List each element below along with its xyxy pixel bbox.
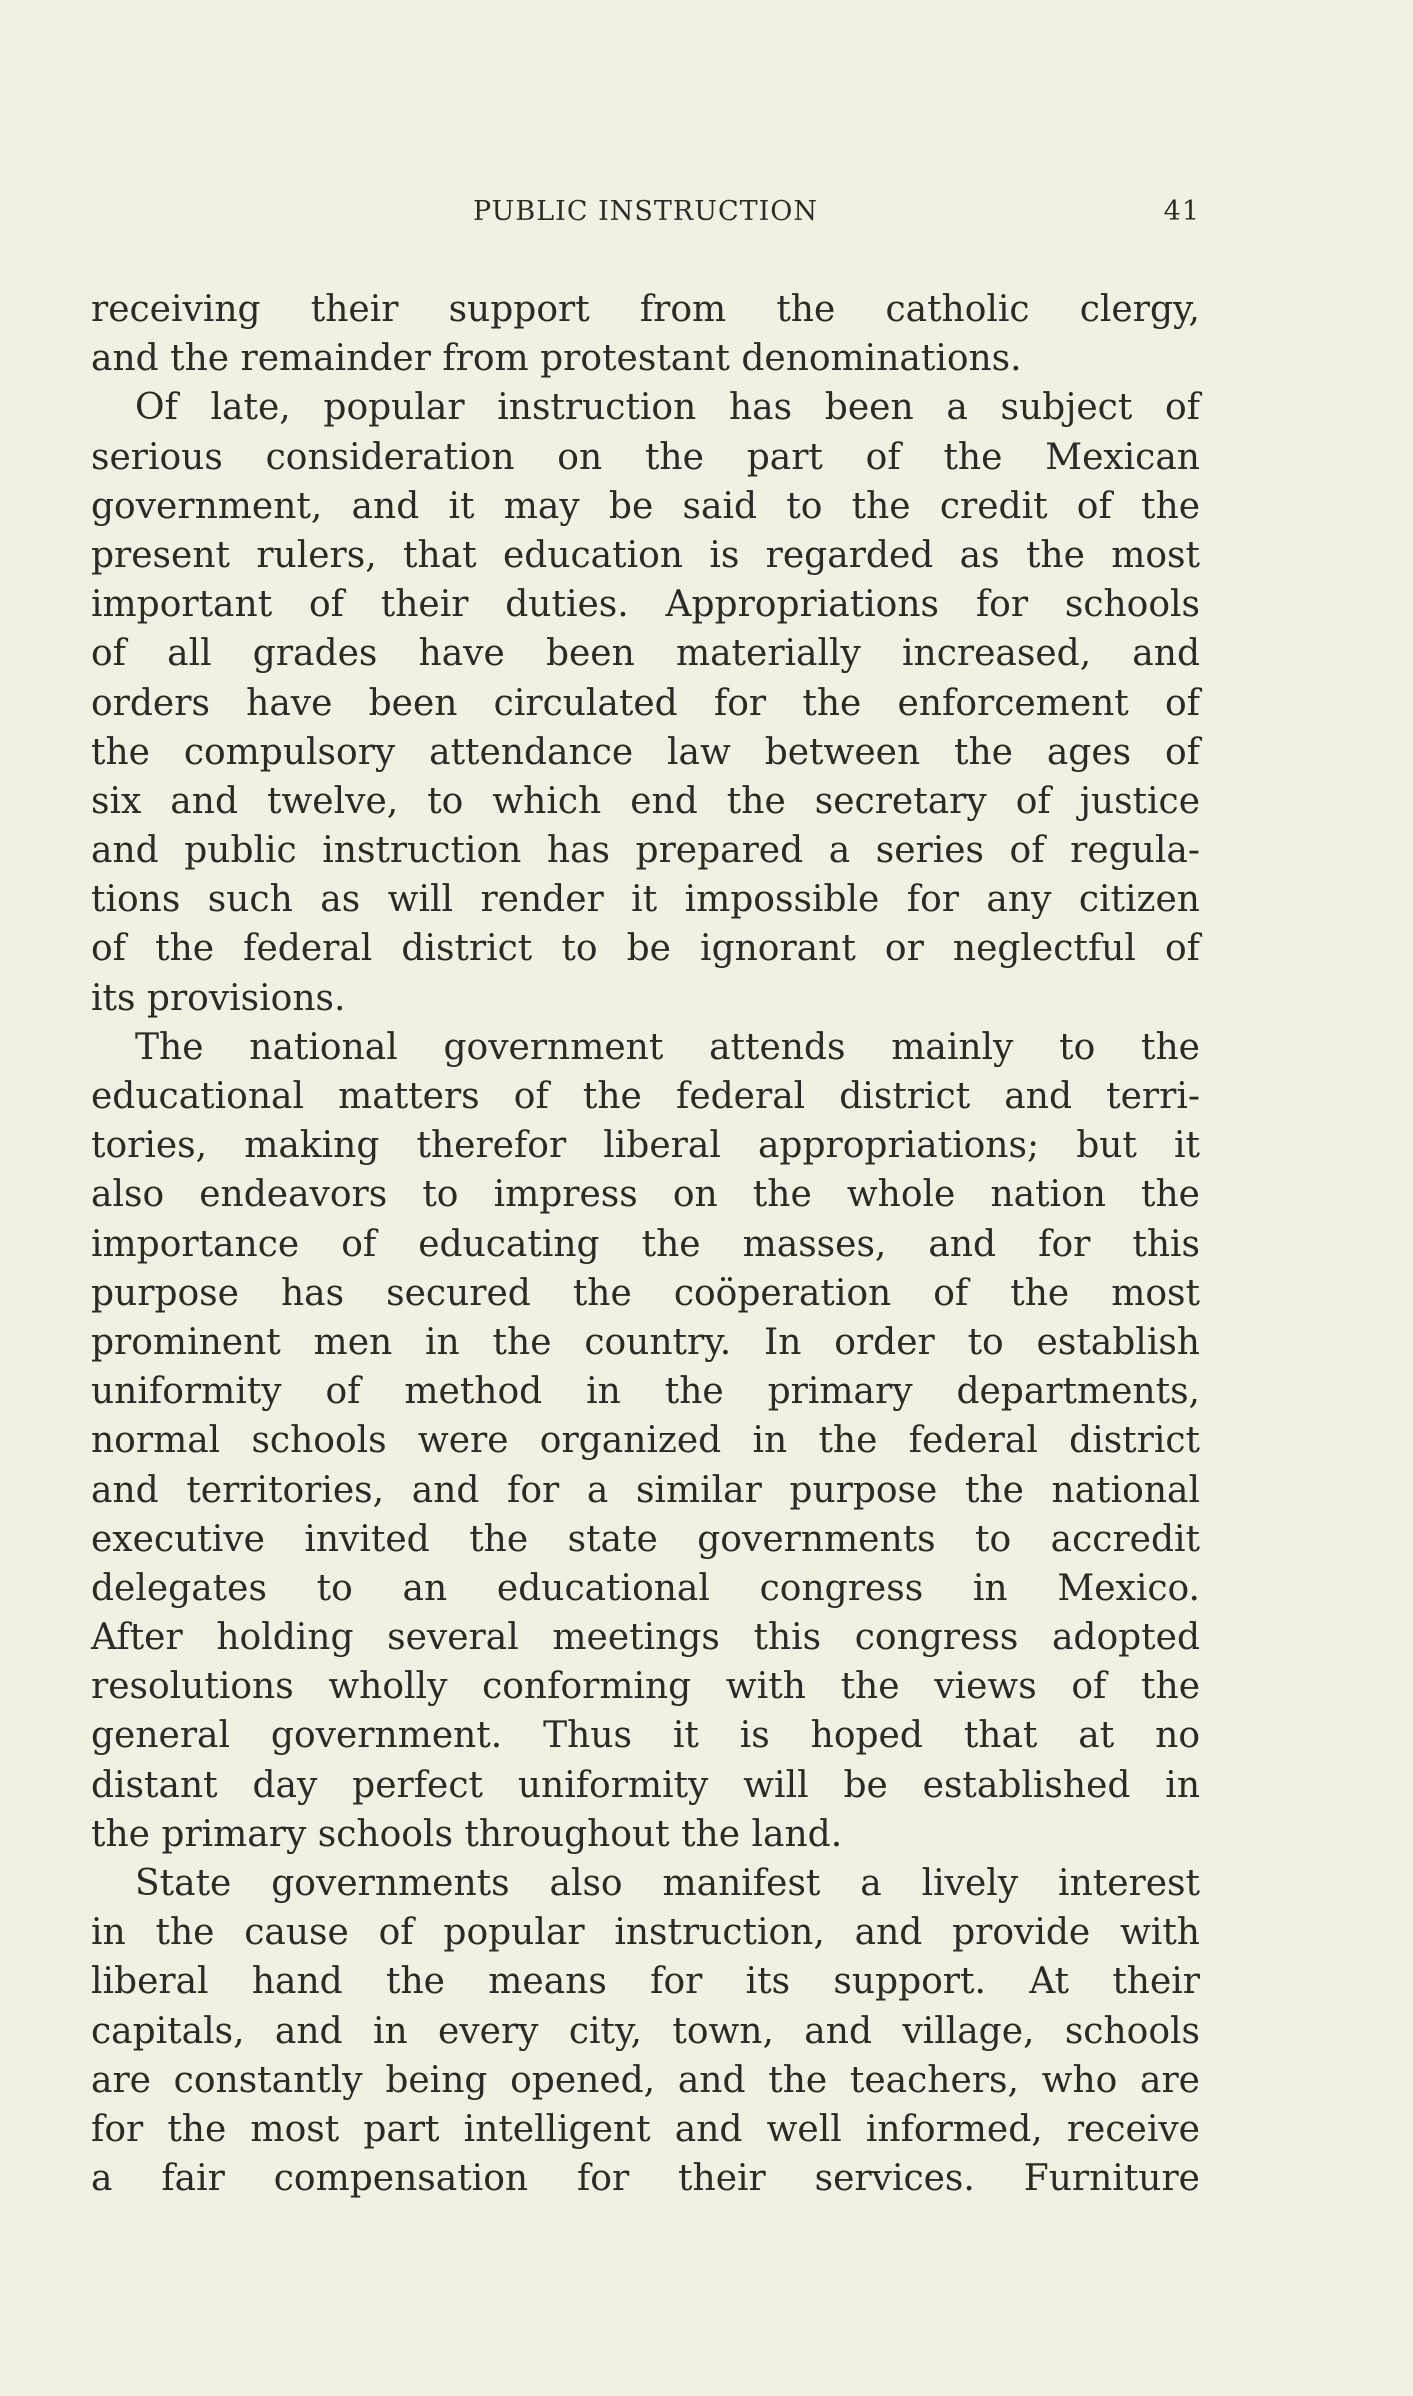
page-number: 41 xyxy=(1163,196,1200,227)
text-line: important of their duties. Appropriations for schools xyxy=(91,584,1200,626)
text-line: a fair compensation for their services. Furniture xyxy=(91,2158,1200,2200)
text-line: are constantly being opened, and the teachers, who are xyxy=(91,2059,1200,2101)
text-line: tions such as will render it impossible for any citizen xyxy=(91,879,1200,921)
text-line: the compulsory attendance law between the ages of xyxy=(91,731,1200,773)
text-line: in the cause of popular instruction, and provide with xyxy=(91,1912,1200,1954)
text-line: liberal hand the means for its support. At their xyxy=(91,1961,1200,2003)
text-line: capitals, and in every city, town, and village, schools xyxy=(91,2010,1200,2052)
text-line: also endeavors to impress on the whole nation the xyxy=(91,1174,1200,1216)
text-line: present rulers, that education is regarded as the most xyxy=(91,534,1200,576)
paragraph-first-line: The national government attends mainly to the xyxy=(135,1026,1200,1068)
text-line: of the federal district to be ignorant or neglectful of xyxy=(91,928,1200,970)
text-line: and territories, and for a similar purpose the national xyxy=(91,1469,1200,1511)
body-text xyxy=(91,285,1200,2203)
text-line: government, and it may be said to the credit of the xyxy=(91,485,1200,527)
text-line: importance of educating the masses, and for this xyxy=(91,1223,1200,1265)
text-line: the primary schools throughout the land. xyxy=(91,1813,843,1855)
running-head-title: PUBLIC INSTRUCTION xyxy=(472,196,819,227)
text-line: educational matters of the federal district and terri- xyxy=(91,1076,1200,1117)
text-line: After holding several meetings this congress adopted xyxy=(91,1617,1200,1659)
text-line: and public instruction has prepared a series of regula- xyxy=(91,830,1200,872)
text-line: six and twelve, to which end the secretary of justice xyxy=(91,780,1200,822)
text-line: its provisions. xyxy=(91,977,346,1019)
text-line: serious consideration on the part of the Mexican xyxy=(91,436,1200,478)
text-line: executive invited the state governments to accredit xyxy=(91,1518,1200,1560)
text-line: uniformity of method in the primary departments, xyxy=(91,1371,1200,1413)
text-line: purpose has secured the coöperation of the most xyxy=(91,1272,1200,1314)
text-line: of all grades have been materially increased, and xyxy=(91,633,1200,675)
text-line: normal schools were organized in the federal district xyxy=(91,1420,1200,1462)
text-line: tories, making therefor liberal appropriations; but it xyxy=(91,1125,1200,1167)
text-line: general government. Thus it is hoped that at no xyxy=(91,1715,1200,1757)
text-line: resolutions wholly conforming with the views of the xyxy=(91,1666,1200,1708)
text-line: prominent men in the country. In order to establish xyxy=(91,1321,1200,1363)
text-line: orders have been circulated for the enforcement of xyxy=(91,682,1200,724)
paragraph-first-line: State governments also manifest a lively interest xyxy=(135,1863,1200,1904)
paragraph-first-line: Of late, popular instruction has been a subject of xyxy=(135,387,1200,429)
text-line: receiving their support from the catholic clergy, xyxy=(91,289,1200,330)
text-line: distant day perfect uniformity will be established in xyxy=(91,1764,1200,1806)
text-line: delegates to an educational congress in Mexico. xyxy=(91,1567,1200,1609)
running-head xyxy=(91,196,1200,236)
text-line: and the remainder from protestant denominations. xyxy=(91,338,1022,380)
text-line: for the most part intelligent and well informed, receive xyxy=(91,2108,1200,2150)
